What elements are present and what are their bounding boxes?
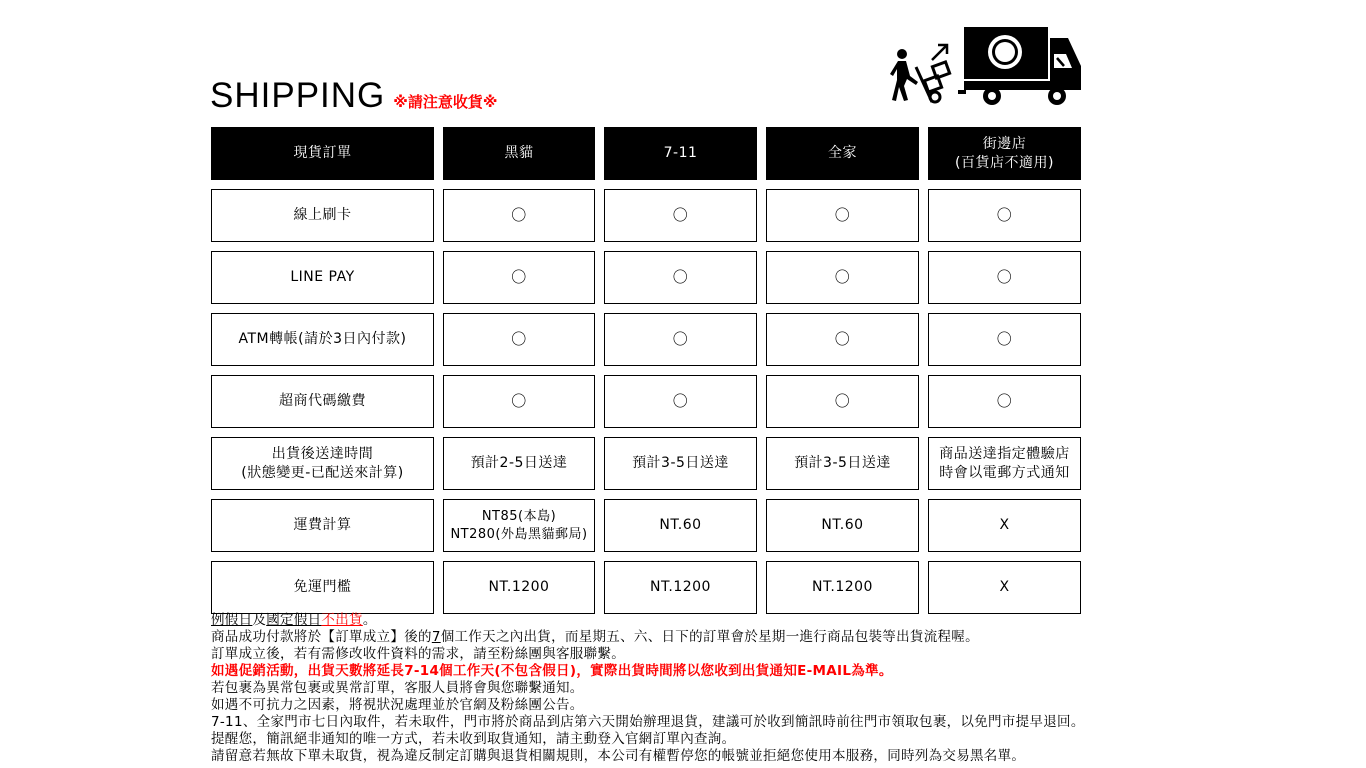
note-line-holidays: [211, 612, 1361, 629]
header-street-store: 街邊店 (百貨店不適用): [928, 127, 1081, 180]
row-label-shipping-fee: 運費計算: [211, 499, 434, 552]
note-text: 7: [431, 629, 441, 645]
table-cell: 〇: [604, 189, 757, 242]
table-cell: NT.1200: [766, 561, 919, 614]
header-family-mart: 全家: [766, 127, 919, 180]
note-line-force-majeure: 如遇不可抗力之因素，將視狀況處理並於官網及粉絲團公告。: [211, 697, 584, 713]
page-title-text: SHIPPING: [210, 76, 386, 115]
note-line-promotion: 如遇促銷活動，出貨天數將延長7-14個工作天(不包含假日)，實際出貨時間將以您收到出貨通知E-MAIL為準。: [211, 663, 893, 679]
table-cell: 預計2-5日送達: [443, 437, 595, 490]
shipping-table: [211, 127, 1081, 614]
table-cell: NT.1200: [604, 561, 757, 614]
table-cell: NT.1200: [443, 561, 595, 614]
delivery-truck-icon: [888, 24, 1084, 108]
table-cell: X: [928, 499, 1081, 552]
table-cell: 〇: [443, 189, 595, 242]
table-cell: 〇: [766, 313, 919, 366]
table-cell: 商品送達指定體驗店 時會以電郵方式通知: [928, 437, 1081, 490]
note-line-pickup: 7-11、全家門市七日內取件，若未取件，門市將於商品到店第六天開始辦理退貨，建議可於收到簡訊時前往門市領取包裹，以免門市提早退回。: [211, 714, 1085, 730]
table-cell: 預計3-5日送達: [766, 437, 919, 490]
table-cell: 〇: [928, 375, 1081, 428]
receiving-note: ※請注意收貨※: [393, 93, 498, 111]
row-label-atm-transfer: ATM轉帳(請於3日內付款): [211, 313, 434, 366]
table-cell: 〇: [928, 251, 1081, 304]
note-line-ship-days: [211, 629, 1361, 646]
table-cell: 〇: [604, 313, 757, 366]
row-label-credit-card: 線上刷卡: [211, 189, 434, 242]
page-title: [210, 76, 497, 122]
table-cell: 〇: [443, 375, 595, 428]
note-text: 及: [252, 612, 267, 628]
header-stock-order: 現貨訂單: [211, 127, 434, 180]
row-label-free-shipping: 免運門檻: [211, 561, 434, 614]
header-seven-eleven: 7-11: [604, 127, 757, 180]
table-cell: 〇: [928, 313, 1081, 366]
table-cell: 〇: [766, 189, 919, 242]
shipping-notes: [211, 612, 1361, 765]
table-cell: 〇: [604, 251, 757, 304]
table-cell: 〇: [604, 375, 757, 428]
note-line-blacklist: 請留意若無故下單未取貨，視為違反制定訂購與退貨相關規則，本公司有權暫停您的帳號並拒絕您使用本服務，同時列為交易黑名單。: [211, 748, 1026, 764]
table-cell: NT.60: [766, 499, 919, 552]
note-line-sms-reminder: 提醒您，簡訊絕非通知的唯一方式，若未收到取貨通知，請主動登入官網訂單內查詢。: [211, 731, 736, 747]
table-cell: 〇: [443, 313, 595, 366]
row-label-line-pay: LINE PAY: [211, 251, 434, 304]
table-cell: 〇: [766, 251, 919, 304]
note-text: 。: [362, 612, 377, 628]
note-text: 個工作天之內出貨，而星期五、六、日下的訂單會於星期一進行商品包裝等出貨流程喔。: [440, 629, 979, 645]
note-text: 國定假日: [266, 612, 322, 628]
table-cell: X: [928, 561, 1081, 614]
table-cell: 預計3-5日送達: [604, 437, 757, 490]
row-label-store-code-payment: 超商代碼繳費: [211, 375, 434, 428]
row-label-delivery-time: 出貨後送達時間 (狀態變更-已配送來計算): [211, 437, 434, 490]
table-cell: NT.60: [604, 499, 757, 552]
note-text: 例假日: [211, 612, 253, 628]
note-text: 商品成功付款將於【訂單成立】後的: [211, 629, 432, 645]
note-text: 不出貨: [321, 612, 363, 628]
note-line-abnormal: 若包裹為異常包裹或異常訂單，客服人員將會與您聯繫通知。: [211, 680, 584, 696]
table-cell: 〇: [766, 375, 919, 428]
header-black-cat: 黑貓: [443, 127, 595, 180]
table-cell: 〇: [928, 189, 1081, 242]
table-cell: NT85(本島) NT280(外島黑貓郵局): [443, 499, 595, 552]
note-line-modify: 訂單成立後，若有需修改收件資料的需求，請至粉絲團與客服聯繫。: [211, 646, 625, 662]
table-cell: 〇: [443, 251, 595, 304]
